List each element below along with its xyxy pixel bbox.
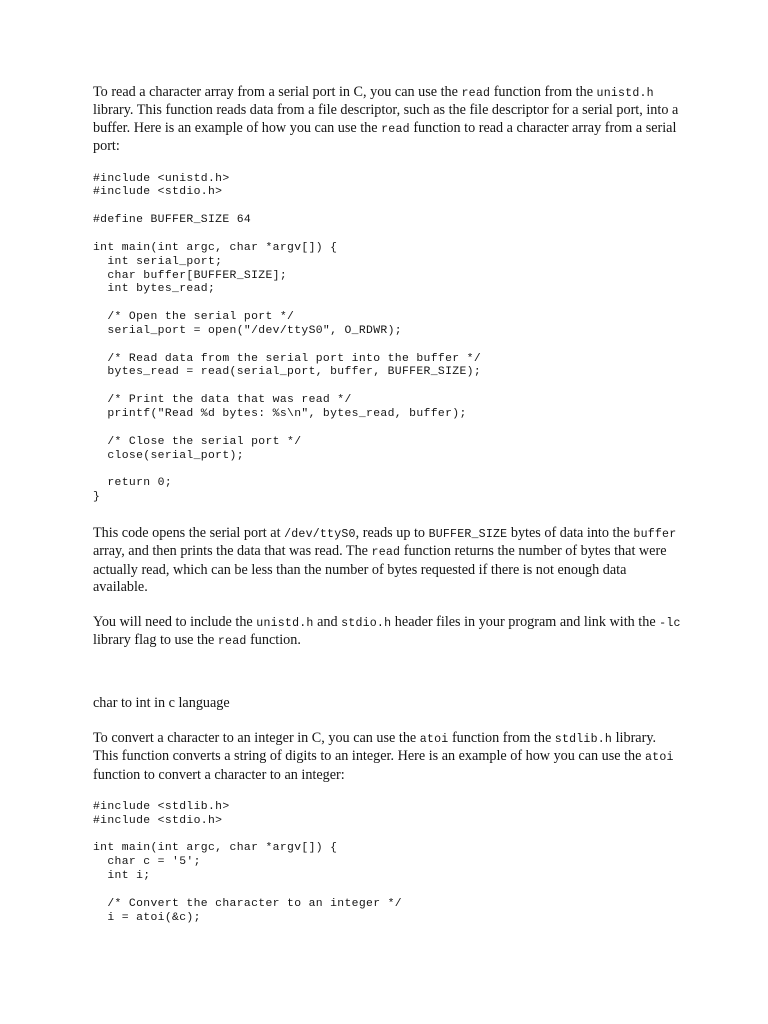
code-line (93, 200, 683, 214)
code-line: /* Open the serial port */ (93, 311, 295, 324)
code-line: int i; (93, 870, 151, 883)
text-run: header files in your program and link with the (391, 613, 660, 630)
text-run: and (313, 613, 342, 630)
serial-read-note-paragraph (93, 614, 683, 651)
code-line: } (93, 491, 101, 504)
code-line: i = atoi(&c); (93, 911, 201, 924)
inline-code: buffer (633, 527, 677, 541)
code-line: /* Print the data that was read */ (93, 394, 352, 407)
code-line: int main(int argc, char *argv[]) { (93, 842, 338, 855)
code-line: char c = '5'; (93, 856, 201, 869)
char-to-int-code-block (93, 801, 683, 926)
text-run: array, and then prints the data that was read. The (93, 543, 372, 560)
text-run: You will need to include the (93, 613, 257, 630)
code-line: /* Close the serial port */ (93, 435, 302, 448)
text-run: To read a character array from a serial port in C, you can use the (93, 84, 462, 100)
code-line (93, 422, 683, 436)
inline-code: atoi (419, 732, 449, 746)
code-line: serial_port = open("/dev/ttyS0", O_RDWR); (93, 324, 402, 337)
code-line (93, 829, 683, 843)
code-line: bytes_read = read(serial_port, buffer, BUFFER_SIZE); (93, 366, 482, 379)
code-line: /* Convert the character to an integer */ (93, 897, 402, 910)
inline-code: atoi (645, 751, 674, 765)
code-line: #include <stdio.h> (93, 186, 223, 199)
inline-code: unistd.h (596, 87, 654, 100)
code-line: printf("Read %d bytes: %s\n", bytes_read, buffer); (93, 407, 467, 420)
text-run: function to convert a character to an integer: (93, 766, 345, 783)
document-content (93, 84, 683, 926)
text-run: library. This function converts a string of digits to an integer. Here is an example of how you can use the (93, 729, 657, 765)
text-run: function from the (448, 729, 555, 746)
code-line: int main(int argc, char *argv[]) { (93, 241, 338, 254)
text-run: function from the (490, 84, 597, 100)
code-line (93, 297, 683, 311)
code-line: int bytes_read; (93, 283, 216, 296)
inline-code: -lc (659, 616, 681, 630)
code-line: #include <stdio.h> (93, 814, 223, 827)
code-line (93, 884, 683, 898)
code-line (93, 228, 683, 242)
inline-code: /dev/ttyS0 (284, 527, 356, 541)
inline-code: read (371, 546, 401, 560)
char-to-int-intro-paragraph (93, 730, 683, 784)
serial-read-explanation-paragraph (93, 525, 683, 597)
code-line: char buffer[BUFFER_SIZE]; (93, 269, 288, 282)
inline-code: stdlib.h (554, 732, 613, 746)
char-to-int-heading: char to int in c language (93, 695, 230, 712)
text-run: bytes of data into the (507, 524, 634, 541)
text-run: , reads up to (355, 524, 429, 541)
text-run: function to read a character array from a serial port: (93, 119, 677, 155)
text-run: function returns the number of bytes that were actually read, which can be less than the number of bytes requested if there is not enough data available. (93, 543, 667, 596)
inline-code: read (217, 634, 247, 648)
text-run: This code opens the serial port at (93, 524, 285, 541)
code-line: /* Read data from the serial port into the buffer */ (93, 352, 482, 365)
code-line: close(serial_port); (93, 449, 244, 462)
inline-code: read (381, 122, 410, 136)
code-line: #define BUFFER_SIZE 64 (93, 214, 252, 227)
code-line: #include <unistd.h> (93, 172, 230, 185)
inline-code: stdio.h (341, 616, 392, 630)
inline-code: BUFFER_SIZE (428, 527, 508, 541)
inline-code: unistd.h (256, 616, 314, 630)
serial-read-intro-paragraph (93, 84, 683, 156)
code-line: #include <stdlib.h> (93, 800, 230, 813)
code-line (93, 339, 683, 353)
text-run: library. This function reads data from a file descriptor, such as the file descriptor for a serial port, into a buffer. Here is an example of how you can use the (93, 102, 679, 136)
code-line: int serial_port; (93, 255, 223, 268)
serial-read-code-block (93, 173, 683, 505)
text-run: function. (246, 631, 301, 648)
text-run: library flag to use the (93, 631, 218, 648)
code-line (93, 463, 683, 477)
text-run: To convert a character to an integer in C, you can use the (93, 729, 420, 746)
code-line: return 0; (93, 477, 173, 490)
code-line (93, 380, 683, 394)
inline-code: read (461, 87, 491, 100)
